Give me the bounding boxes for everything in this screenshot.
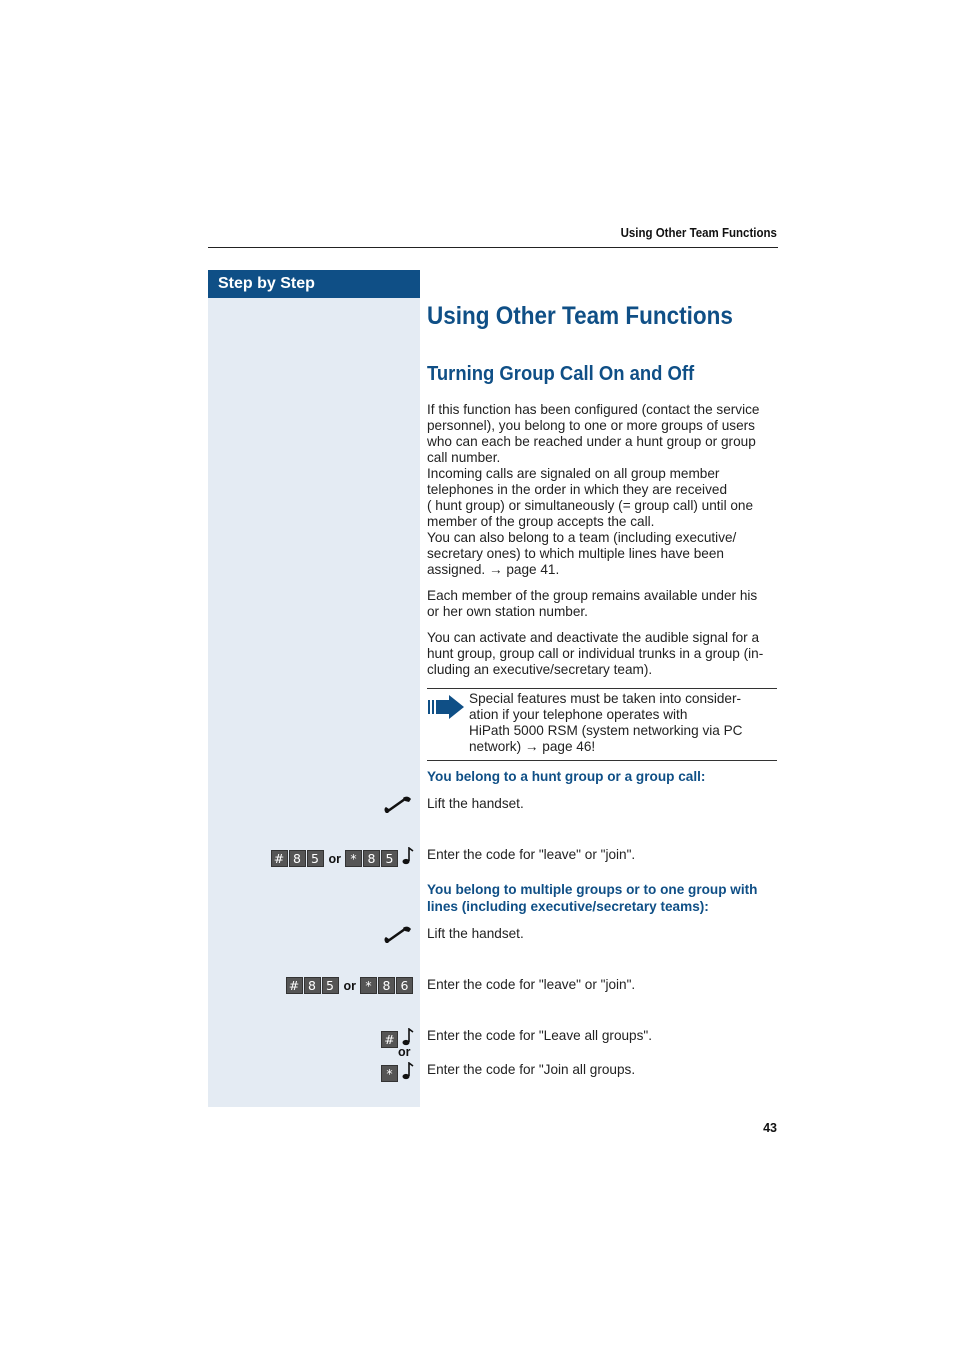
star-key: * [345, 850, 362, 867]
code-keys-join-all [381, 1062, 414, 1085]
step-join-all: Enter the code for "Join all groups. [427, 1062, 636, 1077]
digit-key: 8 [363, 850, 380, 867]
intro-line: ( hunt group) or simultaneously (= group call) until one [427, 498, 754, 513]
note-line: ation if your telephone operates with [469, 707, 688, 722]
code-keys-hunt-group [271, 847, 415, 870]
tone-note-icon [402, 1062, 414, 1085]
step-leave-all: Enter the code for "Leave all groups". [427, 1028, 653, 1043]
station-number-paragraph [427, 588, 779, 620]
note-line: Special features must be taken into consider- [469, 691, 742, 706]
intro-line: assigned. → page 41. [427, 562, 560, 577]
step-by-step-heading: Step by Step [208, 270, 420, 298]
intro-line: If this function has been configured (contact the service [427, 402, 760, 417]
para-line: or her own station number. [427, 604, 588, 619]
intro-line: who can each be reached under a hunt group or group [427, 434, 756, 449]
subhead-line: You belong to multiple groups or to one group with [427, 882, 758, 897]
digit-key: 5 [307, 850, 324, 867]
note-text [469, 691, 769, 755]
note-line: network) → page 46! [469, 739, 596, 754]
intro-line: member of the group accepts the call. [427, 514, 655, 529]
intro-line: call number. [427, 450, 501, 465]
section-title: Turning Group Call On and Off [427, 362, 695, 385]
or-label: or [328, 851, 341, 866]
para-line: Each member of the group remains available under his [427, 588, 758, 603]
step-enter-code: Enter the code for "leave" or "join". [427, 847, 636, 862]
hash-key: # [271, 850, 288, 867]
note-line: HiPath 5000 RSM (system networking via PC [469, 723, 743, 738]
or-label: or [343, 978, 356, 993]
step-lift-handset: Lift the handset. [427, 926, 524, 941]
digit-key: 8 [304, 977, 321, 994]
star-key: * [360, 977, 377, 994]
subhead-line: lines (including executive/secretary teams): [427, 899, 709, 914]
note-arrow-icon [427, 694, 465, 725]
audible-signal-paragraph [427, 630, 779, 678]
step-lift-handset: Lift the handset. [427, 796, 524, 811]
handset-icon [383, 795, 413, 822]
digit-key: 8 [378, 977, 395, 994]
digit-key: 6 [396, 977, 413, 994]
star-key: * [381, 1065, 398, 1082]
page-title: Using Other Team Functions [427, 302, 733, 330]
note-rule-bottom [427, 760, 777, 761]
para-line: hunt group, group call or individual trunks in a group (in- [427, 646, 764, 661]
handset-icon [383, 925, 413, 952]
intro-line: telephones in the order in which they are received [427, 482, 727, 497]
para-line: cluding an executive/secretary team). [427, 662, 653, 677]
page-number: 43 [763, 1121, 777, 1135]
tone-note-icon [402, 847, 414, 870]
intro-line: personnel), you belong to one or more groups of users [427, 418, 755, 433]
code-keys-multiple-groups [286, 977, 415, 994]
step-enter-code: Enter the code for "leave" or "join". [427, 977, 636, 992]
subhead-multiple-groups [427, 881, 779, 915]
intro-line: Incoming calls are signaled on all group member [427, 466, 720, 481]
running-header: Using Other Team Functions [620, 226, 777, 240]
hash-key: # [286, 977, 303, 994]
digit-key: 5 [322, 977, 339, 994]
para-line: You can activate and deactivate the audible signal for a [427, 630, 760, 645]
digit-key: 5 [381, 850, 398, 867]
header-rule [208, 247, 778, 248]
intro-line: You can also belong to a team (including executive/ [427, 530, 737, 545]
intro-line: secretary ones) to which multiple lines have been [427, 546, 724, 561]
or-label: or [398, 1045, 411, 1059]
hash-key: # [381, 1031, 398, 1048]
intro-paragraph [427, 402, 779, 578]
note-rule-top [427, 688, 777, 689]
digit-key: 8 [289, 850, 306, 867]
subhead-hunt-group: You belong to a hunt group or a group call: [427, 769, 706, 784]
